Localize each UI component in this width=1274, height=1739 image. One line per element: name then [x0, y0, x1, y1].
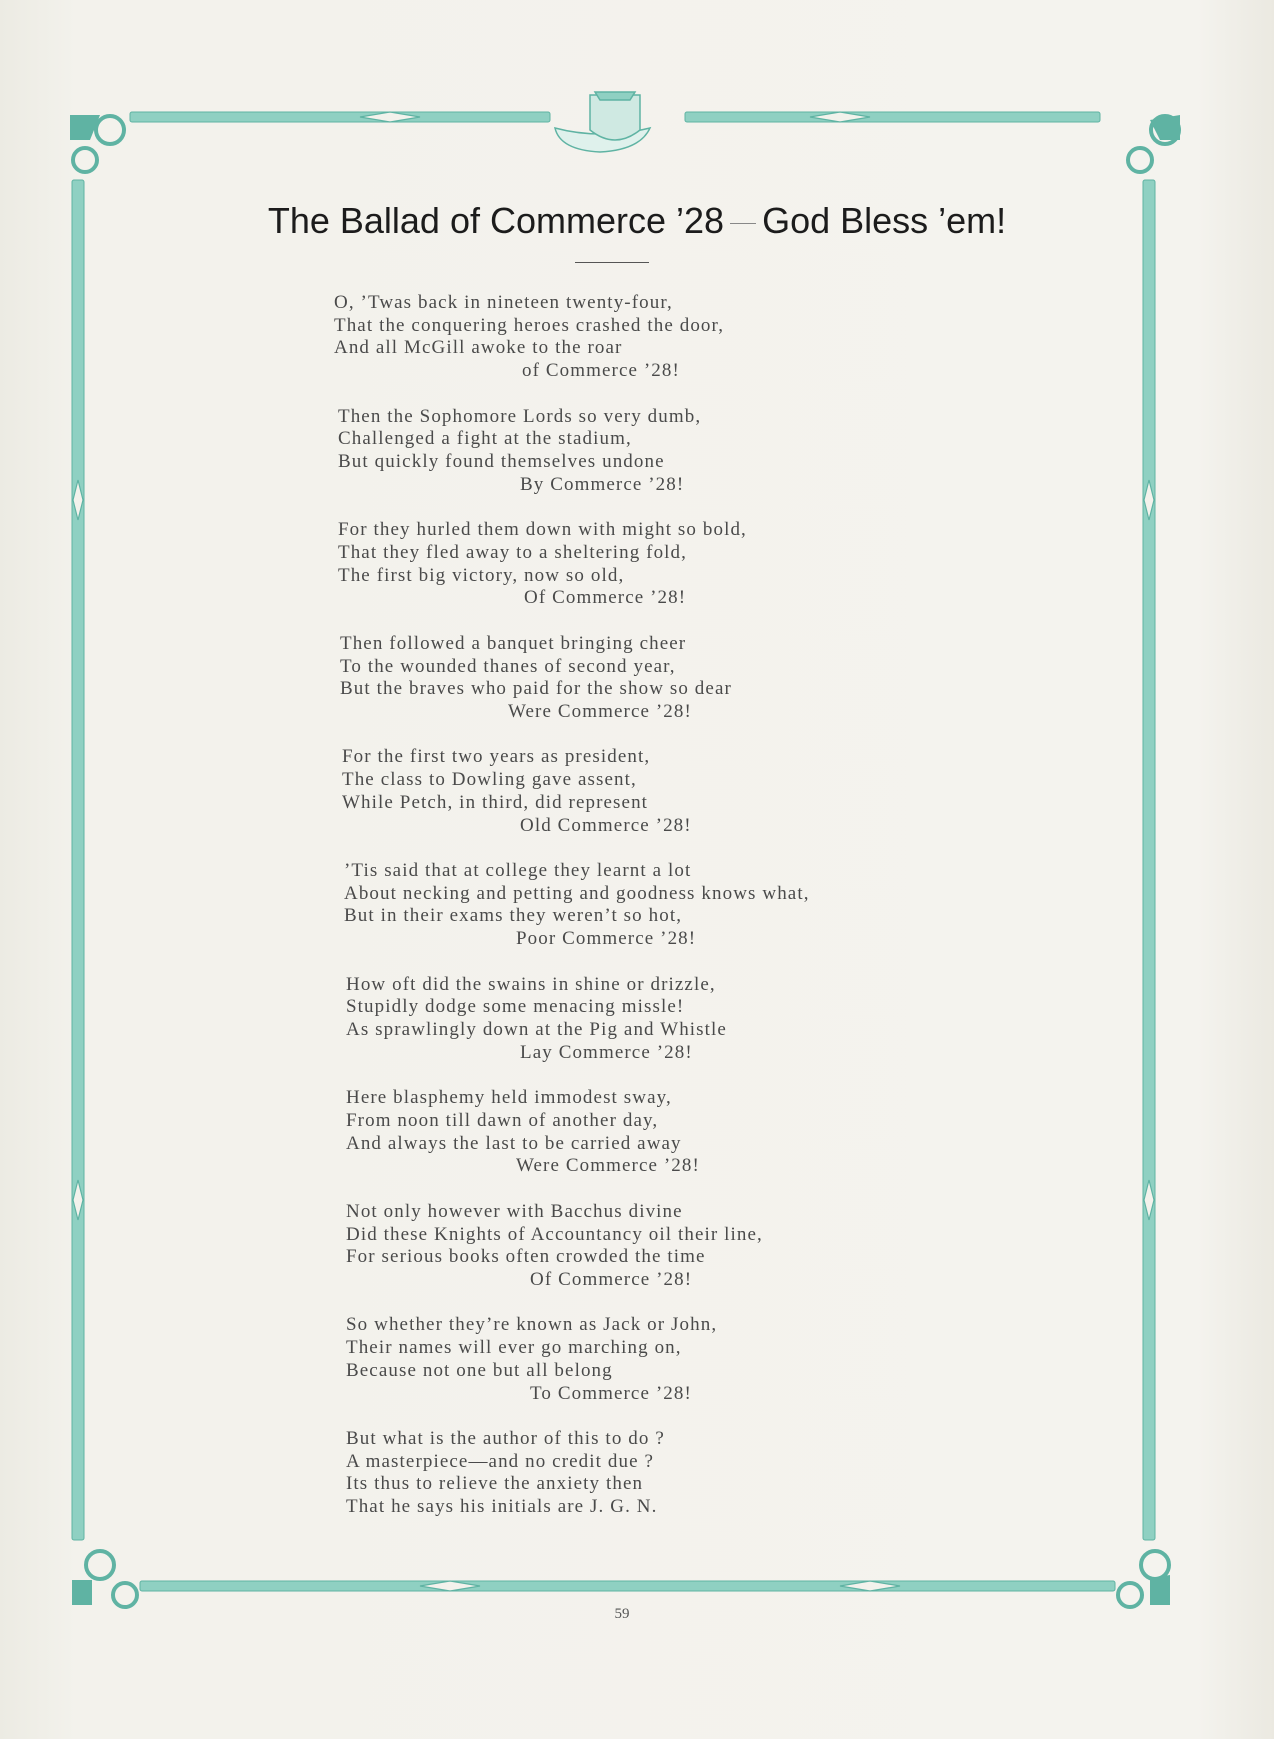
page-title: [150, 200, 1124, 242]
title-underline: [575, 262, 649, 263]
poem-line: That he says his initials are J. G. N.: [346, 1496, 658, 1518]
poem-line: The first big victory, now so old,: [338, 564, 625, 586]
poem-line: Then followed a banquet bringing cheer: [340, 632, 687, 654]
poem-line: Their names will ever go marching on,: [346, 1337, 682, 1359]
poem-line: And always the last to be carried away: [346, 1132, 682, 1154]
poem-line: About necking and petting and goodness knows what,: [344, 882, 810, 904]
page-number: 59: [614, 1606, 630, 1622]
poem-refrain: To Commerce ’28!: [530, 1382, 692, 1404]
poem-refrain: Were Commerce ’28!: [516, 1155, 700, 1177]
poem-line: That they fled away to a sheltering fold,: [338, 541, 687, 563]
title-subtitle: God Bless ’em!: [762, 200, 1007, 241]
poem-line: But quickly found themselves undone: [338, 451, 665, 472]
poem-line: To the wounded thanes of second year,: [340, 655, 676, 677]
poem-line: O, ’Twas back in nineteen twenty-four,: [334, 292, 673, 313]
poem-refrain: By Commerce ’28!: [520, 473, 685, 495]
poem-line: From noon till dawn of another day,: [346, 1109, 659, 1131]
poem-line: So whether they’re known as Jack or John,: [346, 1314, 718, 1336]
poem-refrain: Were Commerce ’28!: [508, 700, 692, 722]
poem-line: For serious books often crowded the time: [346, 1246, 706, 1268]
poem-line: Challenged a fight at the stadium,: [338, 428, 632, 450]
poem-line: But what is the author of this to do ?: [346, 1428, 665, 1449]
poem-line: Here blasphemy held immodest sway,: [346, 1087, 672, 1109]
title-dash: [730, 223, 756, 224]
poem-line: But in their exams they weren’t so hot,: [344, 905, 683, 927]
poem-refrain: Lay Commerce ’28!: [520, 1041, 693, 1063]
poem-line: Did these Knights of Accountancy oil their line,: [346, 1223, 763, 1245]
poem-line: Then the Sophomore Lords so very dumb,: [338, 405, 702, 427]
poem-refrain: Of Commerce ’28!: [530, 1268, 693, 1290]
poem-line: For they hurled them down with might so bold,: [338, 519, 747, 541]
poem-line: A masterpiece—and no credit due ?: [346, 1450, 654, 1472]
poem-refrain: Of Commerce ’28!: [524, 587, 687, 609]
poem-line: While Petch, in third, did represent: [342, 791, 649, 813]
title-main: The Ballad of Commerce ’28: [267, 200, 725, 241]
poem-line: ’Tis said that at college they learnt a lot: [344, 860, 692, 881]
poem-refrain: Poor Commerce ’28!: [516, 928, 697, 950]
poem-line: Because not one but all belong: [346, 1359, 613, 1381]
poem-line: That the conquering heroes crashed the door,: [334, 314, 725, 336]
poem-line: The class to Dowling gave assent,: [342, 769, 637, 791]
poem-line: Its thus to relieve the anxiety then: [346, 1473, 644, 1495]
poem-refrain: of Commerce ’28!: [522, 360, 680, 382]
poem-line: As sprawlingly down at the Pig and Whistle: [346, 1019, 727, 1040]
poem-line: Stupidly dodge some menacing missle!: [346, 996, 685, 1018]
poem-refrain: Old Commerce ’28!: [520, 814, 692, 836]
poem-line: How oft did the swains in shine or drizzle,: [346, 973, 716, 995]
poem-line: And all McGill awoke to the roar: [334, 337, 623, 359]
poem-line: For the first two years as president,: [342, 746, 651, 768]
poem-line: Not only however with Bacchus divine: [346, 1200, 683, 1222]
poem-line: But the braves who paid for the show so dear: [340, 678, 732, 700]
